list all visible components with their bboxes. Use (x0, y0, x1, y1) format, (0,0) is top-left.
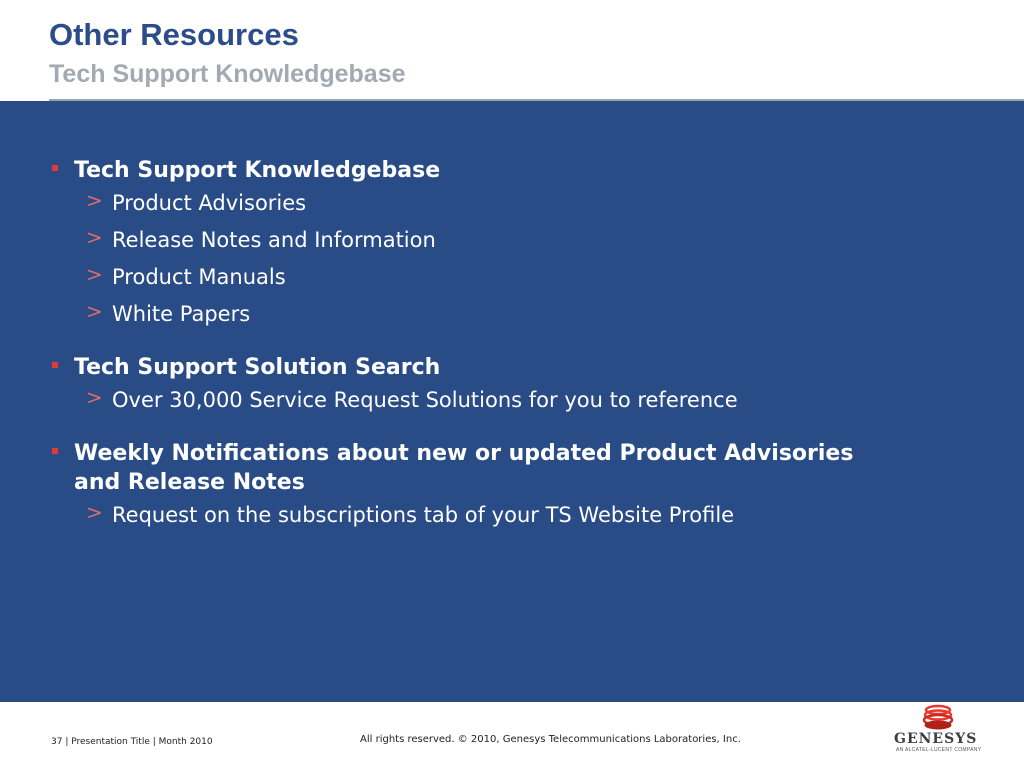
content-panel (0, 101, 1024, 702)
sub-item-text: Over 30,000 Service Request Solutions for you to reference (112, 388, 738, 412)
square-bullet-icon (52, 165, 58, 171)
chevron-right-icon: > (86, 385, 103, 409)
chevron-right-icon: > (86, 299, 103, 323)
logo-wordmark: GENESYS (894, 731, 978, 747)
bullet-item (0, 353, 1000, 382)
sub-item-text: White Papers (112, 302, 251, 326)
bullet-text: Tech Support Knowledgebase (74, 158, 441, 183)
sub-item-text: Product Manuals (112, 265, 286, 289)
square-bullet-icon (52, 448, 58, 454)
sub-item (0, 185, 1000, 222)
bullet-group (0, 156, 1000, 333)
square-bullet-icon (52, 362, 58, 368)
slide-title: Other Resources (49, 17, 299, 52)
bullet-item (0, 156, 1000, 185)
footer-page-info: 37 | Presentation Title | Month 2010 (51, 737, 213, 747)
chevron-right-icon: > (86, 188, 103, 212)
bullet-item (0, 439, 1000, 497)
chevron-right-icon: > (86, 262, 103, 286)
sub-item (0, 382, 1000, 419)
sub-item (0, 497, 1000, 534)
sub-item (0, 222, 1000, 259)
bullet-group (0, 439, 1000, 534)
sub-item-text: Product Advisories (112, 191, 307, 215)
logo-tagline: AN ALCATEL-LUCENT COMPANY (896, 747, 982, 753)
bullet-text: Weekly Notifications about new or updated Product Advisories and Release Notes (74, 441, 854, 495)
sub-item-text: Release Notes and Information (112, 228, 436, 252)
bullet-text: Tech Support Solution Search (74, 355, 441, 380)
sub-item (0, 259, 1000, 296)
sub-item-text: Request on the subscriptions tab of your TS Website Profile (112, 503, 735, 527)
chevron-right-icon: > (86, 225, 103, 249)
footer-copyright: All rights reserved. © 2010, Genesys Telecommunications Laboratories, Inc. (360, 734, 741, 745)
slide-subtitle: Tech Support Knowledgebase (49, 60, 406, 88)
chevron-right-icon: > (86, 500, 103, 524)
bullet-group (0, 353, 1000, 419)
sub-item (0, 296, 1000, 333)
